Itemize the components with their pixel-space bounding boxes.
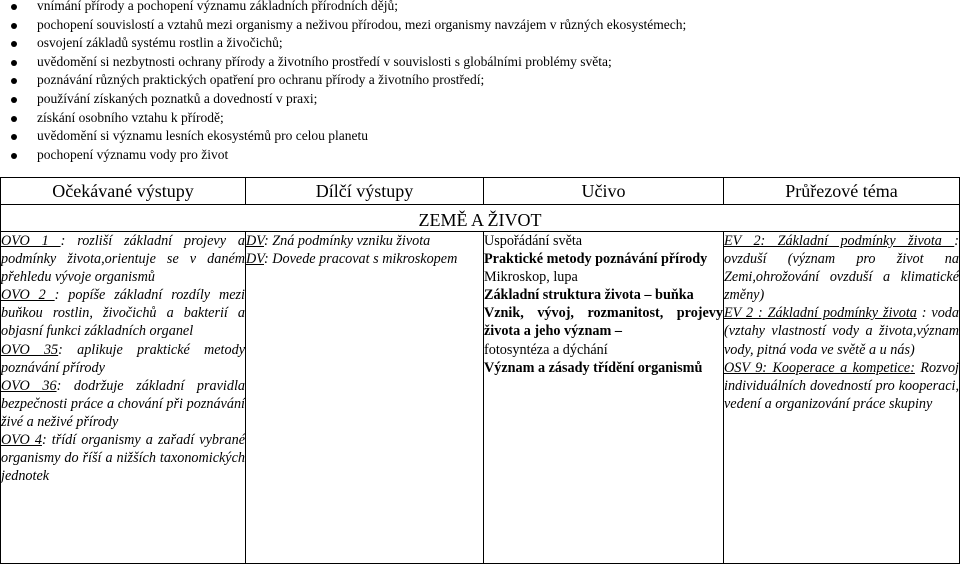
cross-topic-code: EV 2 : Základní podmínky života xyxy=(724,305,917,322)
cross-topic-text: : ovzduší (význam pro život na Zemi,ohrožování ovzduší a klimatické změny) xyxy=(724,233,959,304)
list-item xyxy=(10,90,955,109)
list-item xyxy=(10,16,955,35)
curriculum-item: Praktické metody poznávání přírody xyxy=(484,251,708,268)
list-item-text: uvědomění si nezbytnosti ochrany přírody a životního prostředí v souvislosti s globálními problémy světa; xyxy=(37,53,612,69)
bullet-icon xyxy=(11,116,17,122)
expected-outcomes-cell xyxy=(1,232,246,564)
list-item-text: uvědomění si významu lesních ekosystémů pro celou planetu xyxy=(37,128,369,144)
partial-outcomes-cell xyxy=(246,232,484,564)
list-item-text: získání osobního vztahu k přírodě; xyxy=(37,109,224,125)
outcome-code: OVO 36 xyxy=(1,377,57,394)
partial-text: : Zná podmínky vzniku života xyxy=(264,233,431,249)
bullet-icon xyxy=(11,134,17,140)
cross-topic-code: EV 2: Základní podmínky života xyxy=(724,233,955,249)
list-item xyxy=(10,0,955,16)
list-item xyxy=(10,71,955,90)
curriculum-item: Základní struktura života – buňka xyxy=(484,287,694,304)
list-item xyxy=(10,34,955,53)
curriculum-item: Uspořádání světa xyxy=(484,233,583,249)
list-item-text: poznávání různých praktických opatření pro ochranu přírody a životního prostředí; xyxy=(37,72,485,88)
bullet-icon xyxy=(11,4,17,10)
bullet-icon xyxy=(11,41,17,47)
partial-item xyxy=(246,232,483,250)
partial-code: DV xyxy=(246,251,264,268)
cross-topic-text: : voda (vztahy vlastností vody a života,význam vody, pitná voda ve světě a u nás) xyxy=(724,305,959,358)
cross-topic-text: Rozvoj individuálních dovedností pro kooperaci, vedení a organizování práce skupiny xyxy=(724,359,959,412)
section-row xyxy=(1,205,960,232)
header-cross-topic: Průřezové téma xyxy=(724,178,960,205)
outcome-item xyxy=(1,341,245,377)
list-item xyxy=(10,127,955,146)
list-item-text: vnímání přírody a pochopení významu základních přírodních dějů; xyxy=(37,0,399,13)
cross-topic-cell xyxy=(724,232,960,564)
list-item-text: pochopení významu vody pro život xyxy=(37,146,229,162)
list-item xyxy=(10,146,955,165)
list-item-text: pochopení souvislostí a vztahů mezi organismy a neživou přírodou, mezi organismy navzájem v různých ekosystémech; xyxy=(37,16,687,32)
list-item-text: používání získaných poznatků a dovedností v praxi; xyxy=(37,90,318,106)
curriculum-cell xyxy=(484,232,724,564)
outcome-code: OVO 2 xyxy=(1,287,55,304)
table-header-row xyxy=(1,178,960,205)
curriculum-item: Mikroskop, lupa xyxy=(484,269,578,286)
outcome-code: OVO 1 xyxy=(1,233,61,249)
outcome-code: OVO 4 xyxy=(1,432,42,449)
curriculum-item: Význam a zásady třídění organismů xyxy=(484,359,703,376)
outcome-code: OVO 35 xyxy=(1,341,59,358)
outcome-text: : popíše základní rozdíly mezi buňkou rostlin, živočichů a bakterií a objasní funkci základních organel xyxy=(1,287,245,340)
curriculum-item: fotosyntéza a dýchání xyxy=(484,341,608,358)
curriculum-item: Vznik, vývoj, rozmanitost, projevy života a jeho význam – xyxy=(484,305,723,340)
bullet-icon xyxy=(11,23,17,29)
outcome-item xyxy=(1,286,245,340)
list-item-text: osvojení základů systému rostlin a živočichů; xyxy=(37,35,283,51)
section-title: ZEMĚ A ŽIVOT xyxy=(1,205,960,232)
bullet-icon xyxy=(11,60,17,66)
cross-topic-item xyxy=(724,359,959,413)
bullet-icon xyxy=(11,97,17,103)
outcome-item xyxy=(1,232,245,286)
outcome-text: : dodržuje základní pravidla bezpečnosti práce a chování při poznávání živé a neživé přírody xyxy=(1,377,245,430)
bullet-icon xyxy=(11,78,17,84)
outcome-item xyxy=(1,431,245,485)
outcome-text: : rozliší základní projevy a podmínky života,orientuje se v daném přehledu vývoje organismů xyxy=(1,233,245,286)
header-expected-outcomes: Očekávané výstupy xyxy=(1,178,246,205)
list-item xyxy=(10,109,955,128)
goals-list xyxy=(10,0,955,164)
bullet-icon xyxy=(11,153,17,159)
partial-code: DV xyxy=(246,233,264,249)
cross-topic-item xyxy=(724,304,959,358)
cross-topic-item xyxy=(724,232,959,304)
header-partial-outcomes: Dílčí výstupy xyxy=(246,178,484,205)
curriculum-table xyxy=(0,177,960,564)
outcome-item xyxy=(1,377,245,431)
table-row xyxy=(1,232,960,564)
partial-text: : Dovede pracovat s mikroskopem xyxy=(264,251,458,268)
cross-topic-code: OSV 9: Kooperace a kompetice: xyxy=(724,359,915,376)
outcome-text: : aplikuje praktické metody poznávání přírody xyxy=(1,341,245,376)
outcome-text: : třídí organismy a zařadí vybrané organismy do říší a nižších taxonomických jednotek xyxy=(1,432,245,485)
list-item xyxy=(10,53,955,72)
header-curriculum: Učivo xyxy=(484,178,724,205)
partial-item xyxy=(246,250,483,268)
